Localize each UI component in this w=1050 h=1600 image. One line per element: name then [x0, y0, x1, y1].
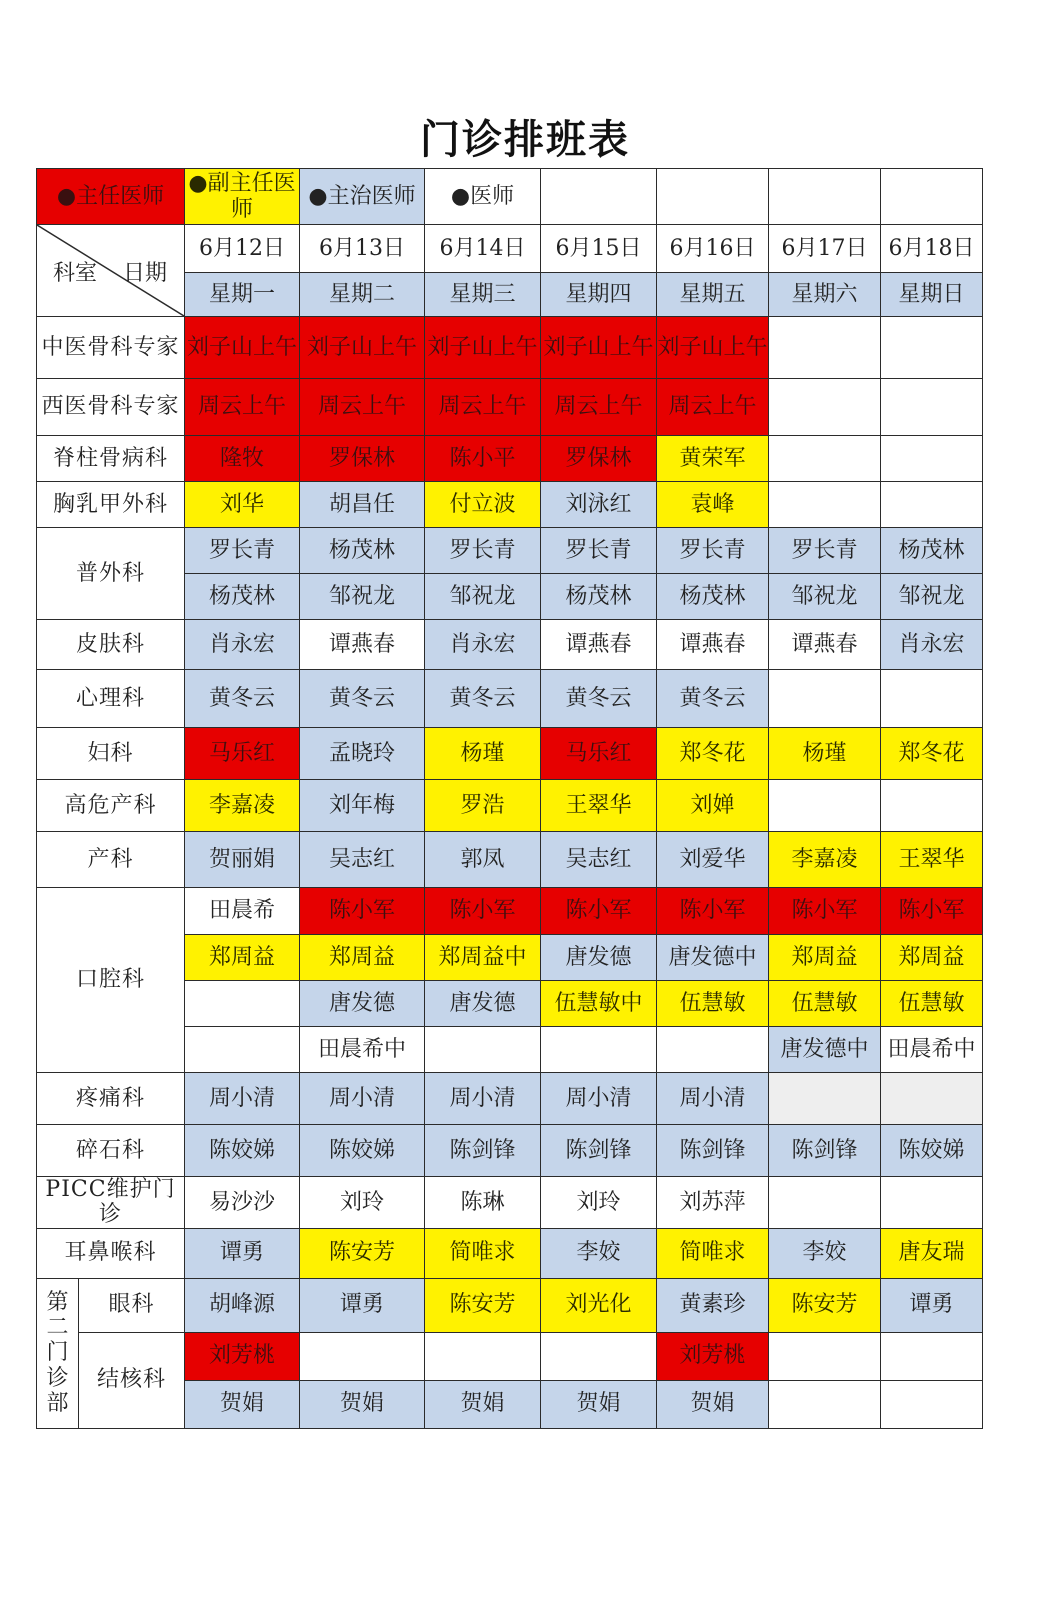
schedule-cell: 黄冬云	[185, 670, 300, 728]
dept-label-gyn: 妇科	[37, 728, 185, 780]
schedule-row-tcm_ortho	[37, 317, 983, 379]
dept-label-breast: 胸乳甲外科	[37, 482, 185, 528]
schedule-row-gyn	[37, 728, 983, 780]
schedule-cell: 郑周益	[300, 935, 425, 981]
page-title: 门诊排班表	[420, 117, 630, 163]
schedule-cell: 隆牧	[185, 436, 300, 482]
schedule-cell: 吴志红	[300, 832, 425, 888]
schedule-cell: 罗保林	[541, 436, 657, 482]
schedule-row-pain	[37, 1073, 983, 1125]
schedule-cell: 简唯求	[657, 1228, 769, 1278]
schedule-cell: 贺娟	[185, 1380, 300, 1428]
schedule-cell: 刘年梅	[300, 780, 425, 832]
schedule-cell: 肖永宏	[881, 620, 983, 670]
schedule-cell: 刘芳桃	[185, 1332, 300, 1380]
schedule-cell: 谭勇	[185, 1228, 300, 1278]
date-cell: 6月14日	[425, 225, 541, 273]
schedule-cell: 周云上午	[657, 379, 769, 436]
schedule-row-general_1	[37, 528, 983, 574]
schedule-cell: 唐发德	[541, 935, 657, 981]
schedule-cell: 罗长青	[769, 528, 881, 574]
schedule-cell	[541, 1027, 657, 1073]
schedule-cell: 伍慧敏	[769, 981, 881, 1027]
schedule-cell	[881, 1177, 983, 1229]
schedule-cell: 周小清	[657, 1073, 769, 1125]
schedule-cell: 刘子山上午	[185, 317, 300, 379]
schedule-cell: 刘芳桃	[657, 1332, 769, 1380]
legend-chief: ●主任医师	[37, 169, 185, 225]
schedule-cell: 贺娟	[425, 1380, 541, 1428]
schedule-cell: 伍慧敏	[657, 981, 769, 1027]
schedule-cell: 罗浩	[425, 780, 541, 832]
schedule-cell: 杨茂林	[541, 574, 657, 620]
schedule-cell: 李姣	[541, 1228, 657, 1278]
weekday-cell: 星期二	[300, 273, 425, 317]
schedule-cell	[881, 379, 983, 436]
schedule-cell	[881, 670, 983, 728]
schedule-cell: 邹祝龙	[881, 574, 983, 620]
schedule-cell: 周云上午	[425, 379, 541, 436]
schedule-row-litho	[37, 1125, 983, 1177]
schedule-cell: 刘子山上午	[657, 317, 769, 379]
schedule-cell: 刘玲	[541, 1177, 657, 1229]
schedule-cell: 马乐红	[185, 728, 300, 780]
dept-label-west_ortho: 西医骨科专家	[37, 379, 185, 436]
schedule-cell	[769, 379, 881, 436]
schedule-cell: 杨茂林	[185, 574, 300, 620]
schedule-cell: 付立波	[425, 482, 541, 528]
legend-resident: ●医师	[425, 169, 541, 225]
corner-date-label: 日期	[123, 261, 168, 286]
weekday-cell: 星期三	[425, 273, 541, 317]
schedule-cell	[300, 1332, 425, 1380]
schedule-cell: 贺丽娟	[185, 832, 300, 888]
schedule-cell: 杨瑾	[425, 728, 541, 780]
schedule-cell: 周云上午	[541, 379, 657, 436]
schedule-cell: 周小清	[300, 1073, 425, 1125]
date-cell: 6月13日	[300, 225, 425, 273]
schedule-cell: 王翠华	[881, 832, 983, 888]
schedule-cell: 谭燕春	[300, 620, 425, 670]
schedule-row-highrisk	[37, 780, 983, 832]
weekday-cell: 星期一	[185, 273, 300, 317]
dept-label-eye: 眼科	[79, 1278, 185, 1332]
corner-cell	[37, 225, 185, 317]
legend-associate: ●副主任医师	[185, 169, 300, 225]
schedule-cell: 刘子山上午	[541, 317, 657, 379]
schedule-cell	[769, 670, 881, 728]
schedule-cell	[881, 1332, 983, 1380]
schedule-cell: 伍慧敏中	[541, 981, 657, 1027]
dept-label-spine: 脊柱骨病科	[37, 436, 185, 482]
schedule-cell: 陈小军	[541, 888, 657, 935]
schedule-cell: 罗长青	[541, 528, 657, 574]
schedule-cell	[769, 482, 881, 528]
schedule-row-dental_1	[37, 888, 983, 935]
dept-label-highrisk: 高危产科	[37, 780, 185, 832]
schedule-cell	[425, 1332, 541, 1380]
schedule-cell: 胡峰源	[185, 1278, 300, 1332]
schedule-cell	[881, 317, 983, 379]
schedule-cell: 马乐红	[541, 728, 657, 780]
schedule-cell: 李嘉凌	[185, 780, 300, 832]
schedule-cell: 周小清	[185, 1073, 300, 1125]
schedule-cell: 郑周益	[881, 935, 983, 981]
schedule-cell: 陈小军	[769, 888, 881, 935]
schedule-cell: 吴志红	[541, 832, 657, 888]
weekday-cell: 星期六	[769, 273, 881, 317]
schedule-cell: 贺娟	[300, 1380, 425, 1428]
schedule-cell: 郭凤	[425, 832, 541, 888]
schedule-cell: 罗长青	[425, 528, 541, 574]
schedule-cell: 杨茂林	[300, 528, 425, 574]
schedule-cell	[541, 1332, 657, 1380]
schedule-cell: 黄冬云	[425, 670, 541, 728]
schedule-cell: 王翠华	[541, 780, 657, 832]
schedule-cell: 邹祝龙	[769, 574, 881, 620]
schedule-cell: 刘子山上午	[300, 317, 425, 379]
schedule-cell: 陈小军	[881, 888, 983, 935]
schedule-cell: 陈小平	[425, 436, 541, 482]
schedule-row-eye	[37, 1278, 983, 1332]
date-cell: 6月12日	[185, 225, 300, 273]
schedule-cell: 唐友瑞	[881, 1228, 983, 1278]
schedule-cell	[769, 1073, 881, 1125]
schedule-cell: 郑周益	[769, 935, 881, 981]
schedule-cell	[881, 436, 983, 482]
dept-label-pain: 疼痛科	[37, 1073, 185, 1125]
schedule-row-picc	[37, 1177, 983, 1229]
schedule-cell: 谭燕春	[541, 620, 657, 670]
schedule-cell: 田晨希	[185, 888, 300, 935]
schedule-cell	[881, 1380, 983, 1428]
schedule-cell: 杨茂林	[881, 528, 983, 574]
dept-label-litho: 碎石科	[37, 1125, 185, 1177]
schedule-cell: 黄荣军	[657, 436, 769, 482]
dept-label-psych: 心理科	[37, 670, 185, 728]
second-clinic-label: 第二门诊部	[37, 1278, 79, 1428]
schedule-cell: 周小清	[541, 1073, 657, 1125]
schedule-cell: 唐发德中	[657, 935, 769, 981]
dept-label-obst: 产科	[37, 832, 185, 888]
schedule-row-breast	[37, 482, 983, 528]
schedule-cell: 郑周益中	[425, 935, 541, 981]
schedule-cell: 刘苏萍	[657, 1177, 769, 1229]
schedule-cell: 唐发德	[425, 981, 541, 1027]
schedule-cell: 陈小军	[300, 888, 425, 935]
weekday-cell: 星期日	[881, 273, 983, 317]
schedule-cell	[881, 1073, 983, 1125]
schedule-cell	[769, 780, 881, 832]
legend-empty	[541, 169, 657, 225]
schedule-row-derm	[37, 620, 983, 670]
schedule-cell: 杨茂林	[657, 574, 769, 620]
schedule-cell: 郑冬花	[881, 728, 983, 780]
schedule-cell: 陈剑锋	[657, 1125, 769, 1177]
date-cell: 6月15日	[541, 225, 657, 273]
schedule-cell: 肖永宏	[425, 620, 541, 670]
schedule-table	[36, 168, 983, 1429]
schedule-cell: 黄素珍	[657, 1278, 769, 1332]
schedule-cell: 刘玲	[300, 1177, 425, 1229]
schedule-cell	[657, 1027, 769, 1073]
schedule-cell: 谭燕春	[657, 620, 769, 670]
schedule-cell: 陈小军	[657, 888, 769, 935]
schedule-cell: 李嘉凌	[769, 832, 881, 888]
schedule-cell: 黄冬云	[300, 670, 425, 728]
schedule-cell: 陈剑锋	[541, 1125, 657, 1177]
schedule-cell: 谭燕春	[769, 620, 881, 670]
schedule-cell: 唐发德中	[769, 1027, 881, 1073]
schedule-cell: 陈琳	[425, 1177, 541, 1229]
corner-dept-label: 科室	[53, 261, 98, 286]
schedule-cell: 陈姣娣	[185, 1125, 300, 1177]
schedule-cell	[769, 317, 881, 379]
schedule-cell: 周云上午	[185, 379, 300, 436]
schedule-cell	[769, 436, 881, 482]
dept-label-derm: 皮肤科	[37, 620, 185, 670]
schedule-cell: 陈小军	[425, 888, 541, 935]
schedule-cell: 陈安芳	[425, 1278, 541, 1332]
schedule-cell: 田晨希中	[881, 1027, 983, 1073]
date-row	[37, 225, 983, 273]
date-cell: 6月16日	[657, 225, 769, 273]
schedule-row-tb_1	[37, 1332, 983, 1380]
schedule-cell	[425, 1027, 541, 1073]
weekday-cell: 星期五	[657, 273, 769, 317]
schedule-cell: 易沙沙	[185, 1177, 300, 1229]
schedule-cell: 胡昌任	[300, 482, 425, 528]
schedule-cell: 刘爱华	[657, 832, 769, 888]
schedule-cell: 刘子山上午	[425, 317, 541, 379]
schedule-cell: 陈姣娣	[881, 1125, 983, 1177]
schedule-cell: 孟晓玲	[300, 728, 425, 780]
schedule-row-west_ortho	[37, 379, 983, 436]
dept-label-ent: 耳鼻喉科	[37, 1228, 185, 1278]
legend-empty	[657, 169, 769, 225]
schedule-cell	[881, 780, 983, 832]
schedule-cell: 罗长青	[185, 528, 300, 574]
dept-label-general: 普外科	[37, 528, 185, 620]
schedule-cell: 刘光化	[541, 1278, 657, 1332]
schedule-row-ent	[37, 1228, 983, 1278]
schedule-cell: 陈剑锋	[425, 1125, 541, 1177]
schedule-cell: 邹祝龙	[300, 574, 425, 620]
legend-attending: ●主治医师	[300, 169, 425, 225]
schedule-cell	[881, 482, 983, 528]
schedule-cell: 谭勇	[300, 1278, 425, 1332]
schedule-cell: 邹祝龙	[425, 574, 541, 620]
dept-label-dental: 口腔科	[37, 888, 185, 1073]
schedule-cell	[769, 1177, 881, 1229]
schedule-cell: 谭勇	[881, 1278, 983, 1332]
schedule-cell	[185, 981, 300, 1027]
date-cell: 6月17日	[769, 225, 881, 273]
schedule-cell: 郑冬花	[657, 728, 769, 780]
schedule-cell: 贺娟	[657, 1380, 769, 1428]
schedule-cell: 杨瑾	[769, 728, 881, 780]
schedule-cell	[185, 1027, 300, 1073]
schedule-cell: 刘泳红	[541, 482, 657, 528]
schedule-cell: 陈姣娣	[300, 1125, 425, 1177]
schedule-cell: 肖永宏	[185, 620, 300, 670]
legend-row	[37, 169, 983, 225]
schedule-cell: 唐发德	[300, 981, 425, 1027]
date-cell: 6月18日	[881, 225, 983, 273]
schedule-row-obst	[37, 832, 983, 888]
weekday-cell: 星期四	[541, 273, 657, 317]
schedule-cell: 陈剑锋	[769, 1125, 881, 1177]
schedule-cell: 贺娟	[541, 1380, 657, 1428]
schedule-cell: 刘华	[185, 482, 300, 528]
schedule-row-psych	[37, 670, 983, 728]
schedule-cell: 陈安芳	[769, 1278, 881, 1332]
schedule-cell: 郑周益	[185, 935, 300, 981]
schedule-cell: 伍慧敏	[881, 981, 983, 1027]
legend-empty	[881, 169, 983, 225]
schedule-cell: 简唯求	[425, 1228, 541, 1278]
schedule-cell: 刘婵	[657, 780, 769, 832]
schedule-cell: 罗保林	[300, 436, 425, 482]
schedule-cell: 黄冬云	[657, 670, 769, 728]
dept-label-tb: 结核科	[79, 1332, 185, 1428]
schedule-cell: 田晨希中	[300, 1027, 425, 1073]
schedule-row-spine	[37, 436, 983, 482]
schedule-cell: 周云上午	[300, 379, 425, 436]
schedule-cell: 陈安芳	[300, 1228, 425, 1278]
schedule-cell: 黄冬云	[541, 670, 657, 728]
legend-empty	[769, 169, 881, 225]
schedule-cell: 罗长青	[657, 528, 769, 574]
schedule-cell	[769, 1380, 881, 1428]
schedule-cell: 周小清	[425, 1073, 541, 1125]
schedule-cell	[769, 1332, 881, 1380]
dept-label-tcm_ortho: 中医骨科专家	[37, 317, 185, 379]
dept-label-picc: PICC维护门诊	[37, 1177, 185, 1229]
schedule-cell: 李姣	[769, 1228, 881, 1278]
schedule-cell: 袁峰	[657, 482, 769, 528]
